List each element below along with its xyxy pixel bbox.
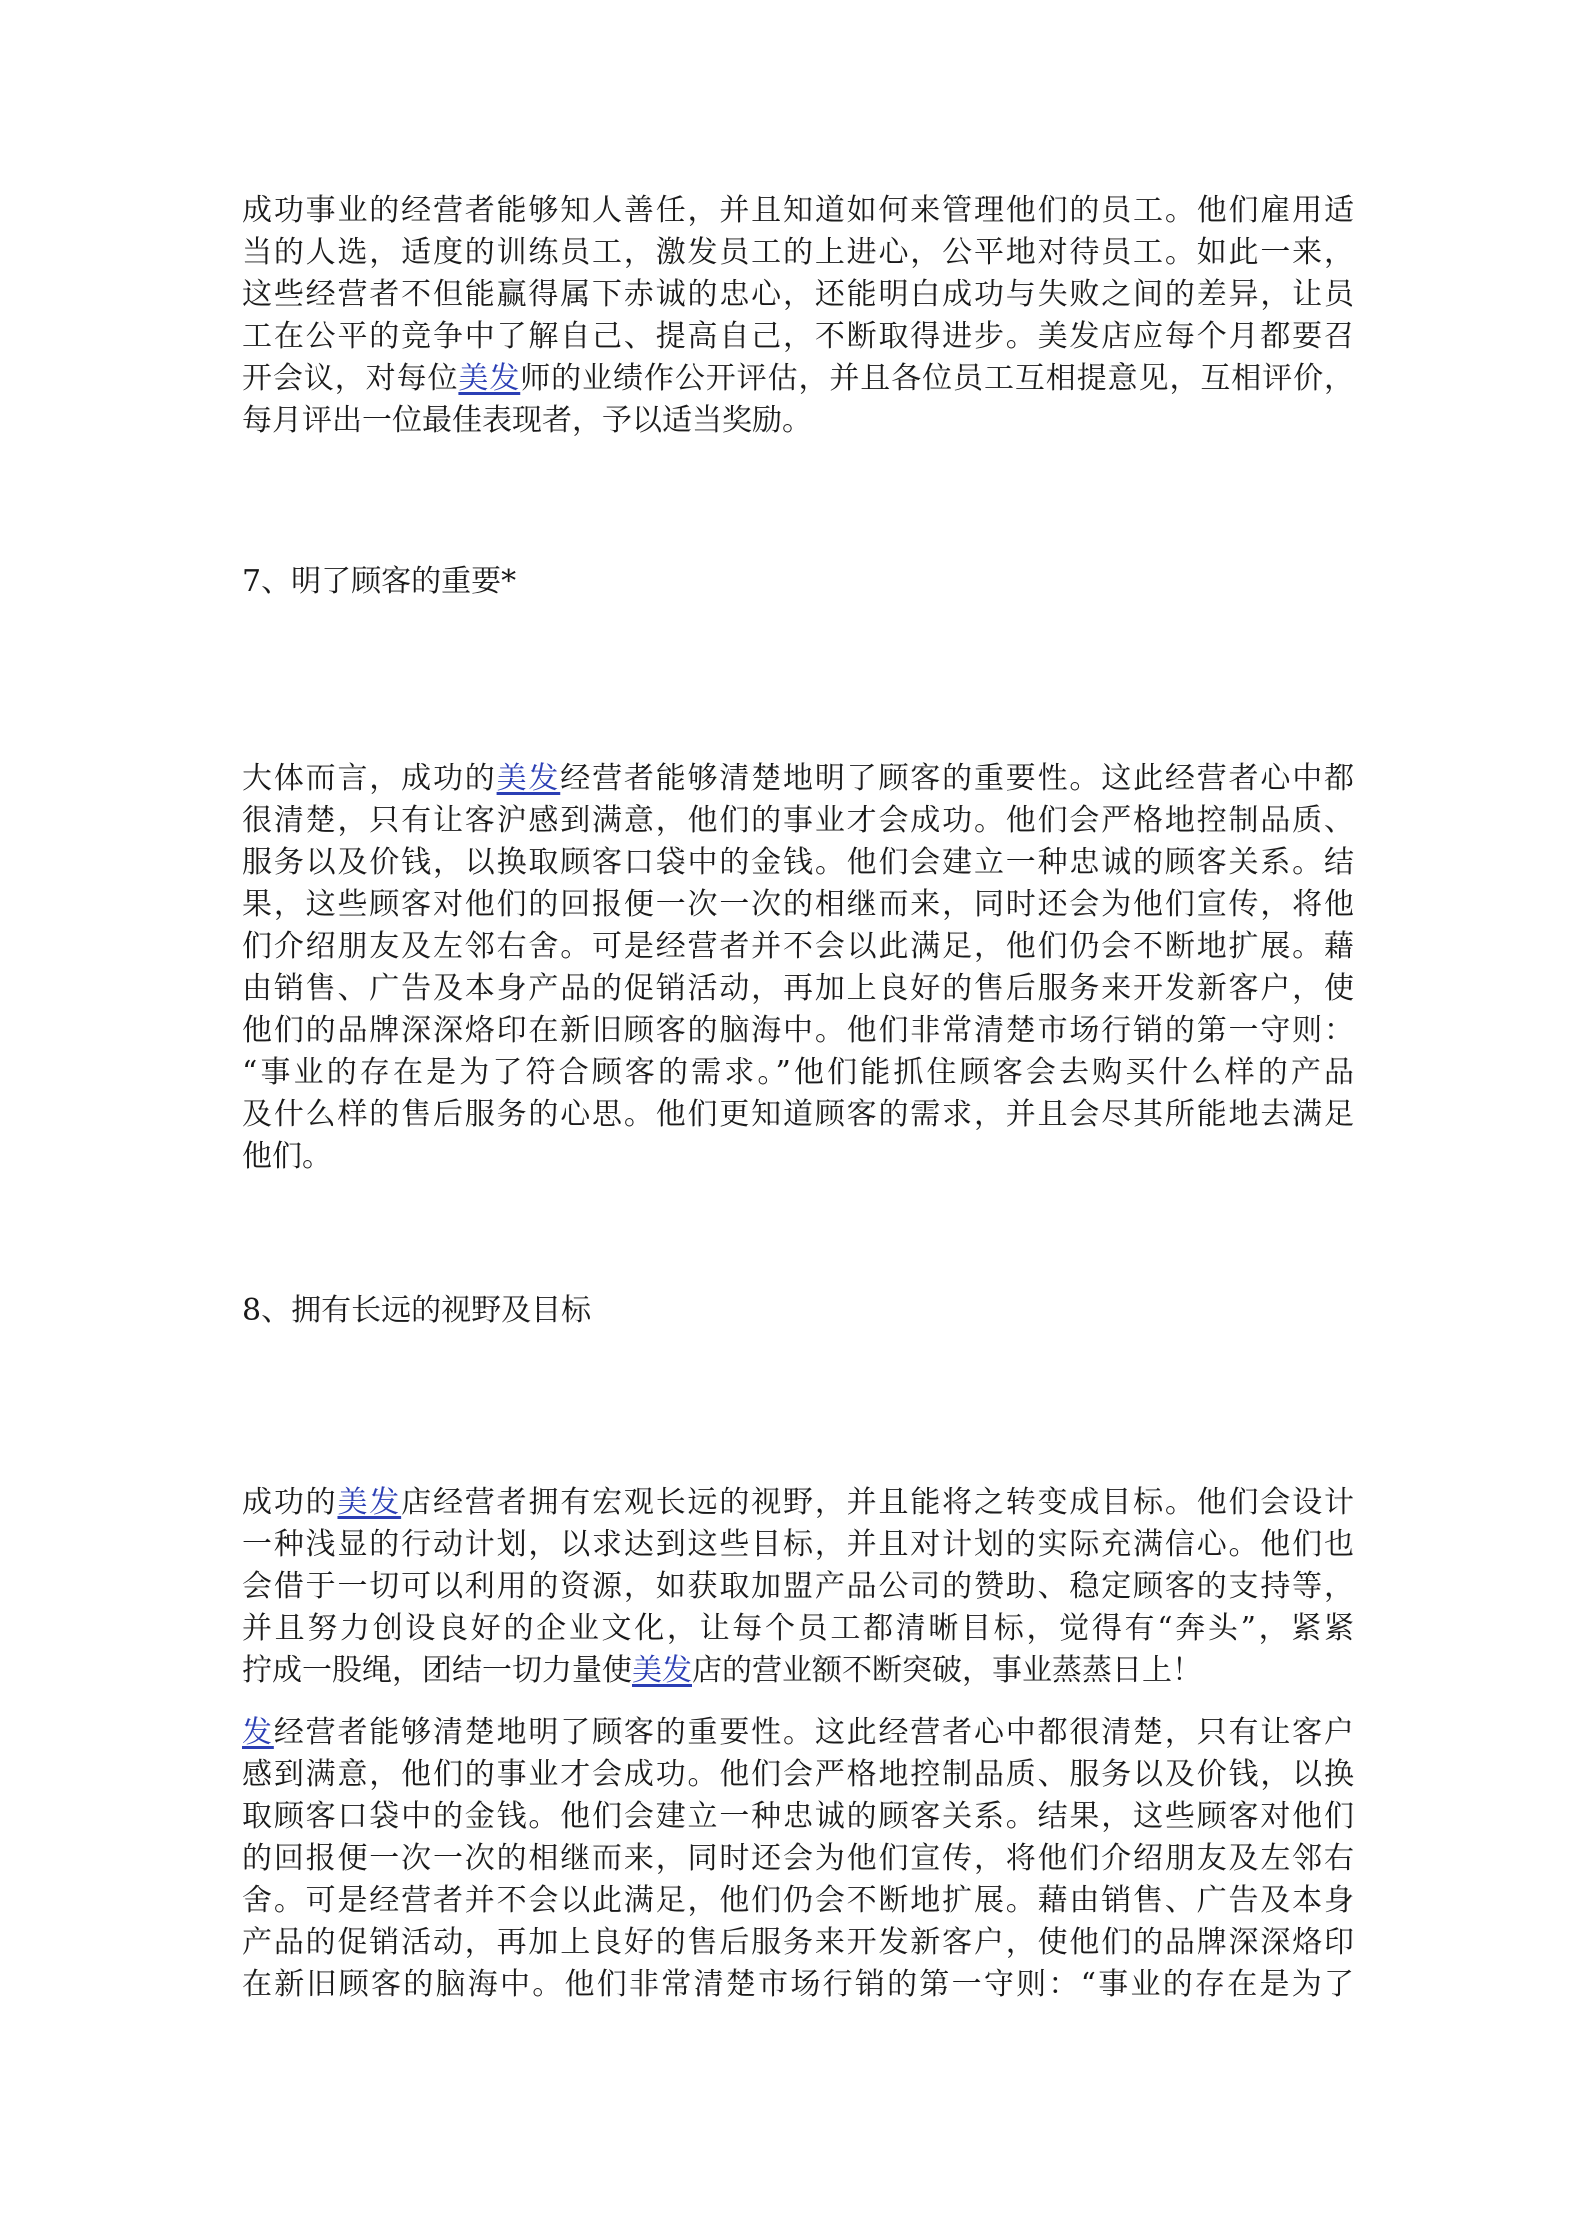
paragraph-staff-management [242, 190, 1354, 442]
text-line: 产品的促销活动，再加上良好的售后服务来开发新客户，使他们的品牌深深烙印 [242, 1925, 1354, 1960]
text-line: 成功事业的经营者能够知人善任，并且知道如何来管理他们的员工。他们雇用适 [242, 193, 1354, 228]
text-segment: 成功的 [242, 1485, 338, 1520]
keyword-link-meifa[interactable]: 美发 [458, 361, 521, 396]
text-line: 们介绍朋友及左邻右舍。可是经营者并不会以此满足，他们仍会不断地扩展。藉 [242, 929, 1354, 964]
text-line: 这些经营者不但能赢得属下赤诚的忠心，还能明白成功与失败之间的差异，让员 [242, 277, 1354, 312]
section-heading-7: 7、明了顾客的重要* [242, 564, 517, 599]
text-line: 舍。可是经营者并不会以此满足，他们仍会不断地扩展。藉由销售、广告及本身 [242, 1883, 1354, 1918]
paragraph-repeated-excerpt [242, 1712, 1354, 2006]
text-line: 果，这些顾客对他们的回报便一次一次的相继而来，同时还会为他们宣传，将他 [242, 887, 1354, 922]
text-segment: 经营者能够清楚地明了顾客的重要性。这此经营者心中都 [560, 761, 1354, 796]
text-line: 及什么样的售后服务的心思。他们更知道顾客的需求，并且会尽其所能地去满足 [242, 1097, 1354, 1132]
text-line: 感到满意，他们的事业才会成功。他们会严格地控制品质、服务以及价钱，以换 [242, 1757, 1354, 1792]
keyword-link-fa[interactable]: 发 [242, 1715, 274, 1750]
keyword-link-meifa[interactable]: 美发 [496, 761, 561, 796]
text-line: 会借于一切可以利用的资源，如获取加盟产品公司的赞助、稳定顾客的支持等， [242, 1569, 1354, 1604]
text-segment: 大体而言，成功的 [242, 761, 497, 796]
text-line: 在新旧顾客的脑海中。他们非常清楚市场行销的第一守则：“事业的存在是为了 [242, 1967, 1354, 2002]
text-line: 工在公平的竞争中了解自己、提高自己，不断取得进步。美发店应每个月都要召 [242, 319, 1354, 354]
text-segment: 拧成一股绳，团结一切力量使 [242, 1653, 632, 1688]
text-line: 的回报便一次一次的相继而来，同时还会为他们宣传，将他们介绍朋友及左邻右 [242, 1841, 1354, 1876]
keyword-link-meifa[interactable]: 美发 [337, 1485, 402, 1520]
keyword-link-meifa[interactable]: 美发 [632, 1653, 692, 1688]
paragraph-long-term-vision [242, 1482, 1354, 1692]
text-segment: 店经营者拥有宏观长远的视野，并且能将之转变成目标。他们会设计 [401, 1485, 1354, 1520]
text-line [242, 358, 1354, 400]
paragraph-customer-importance [242, 758, 1354, 1178]
text-line: 取顾客口袋中的金钱。他们会建立一种忠诚的顾客关系。结果，这些顾客对他们 [242, 1799, 1354, 1834]
text-line [242, 1482, 1354, 1524]
text-line: 他们的品牌深深烙印在新旧顾客的脑海中。他们非常清楚市场行销的第一守则： [242, 1013, 1354, 1048]
text-line [242, 758, 1354, 800]
text-line: 服务以及价钱，以换取顾客口袋中的金钱。他们会建立一种忠诚的顾客关系。结 [242, 845, 1354, 880]
text-line [242, 1712, 1354, 1754]
text-line: “事业的存在是为了符合顾客的需求。”他们能抓住顾客会去购买什么样的产品 [242, 1055, 1354, 1090]
text-line [242, 1650, 1354, 1692]
text-line: 当的人选，适度的训练员工，激发员工的上进心，公平地对待员工。如此一来， [242, 235, 1354, 270]
text-line: 很清楚，只有让客沪感到满意，他们的事业才会成功。他们会严格地控制品质、 [242, 803, 1354, 838]
text-segment: 店的营业额不断突破，事业蒸蒸日上！ [692, 1653, 1202, 1688]
text-line: 每月评出一位最佳表现者，予以适当奖励。 [242, 403, 812, 438]
section-heading-8: 8、拥有长远的视野及目标 [242, 1293, 592, 1328]
text-line: 他们。 [242, 1139, 332, 1174]
text-line: 一种浅显的行动计划，以求达到这些目标，并且对计划的实际充满信心。他们也 [242, 1527, 1354, 1562]
text-line: 并且努力创设良好的企业文化，让每个员工都清晰目标，觉得有“奔头”，紧紧 [242, 1611, 1354, 1646]
text-segment: 师的业绩作公开评估，并且各位员工互相提意见，互相评价， [520, 361, 1354, 396]
text-line: 由销售、广告及本身产品的促销活动，再加上良好的售后服务来开发新客户，使 [242, 971, 1354, 1006]
text-segment: 开会议，对每位 [242, 361, 459, 396]
text-segment: 经营者能够清楚地明了顾客的重要性。这此经营者心中都很清楚，只有让客户 [273, 1715, 1354, 1750]
